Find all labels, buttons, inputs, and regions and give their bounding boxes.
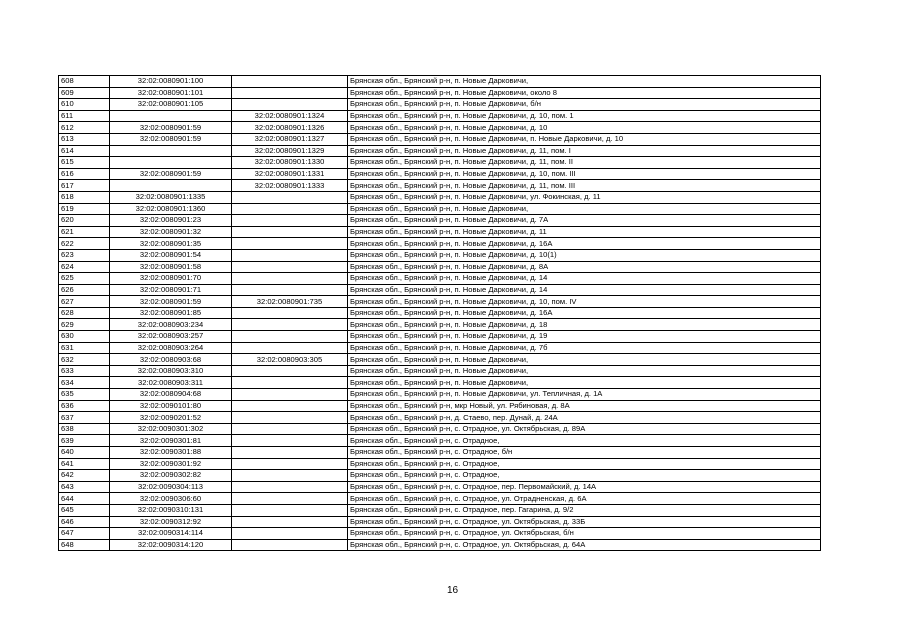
related-cadastral-number-cell: [232, 249, 348, 261]
table-row: [59, 435, 821, 447]
cadastral-number-cell: 32:02:0080901:35: [110, 238, 232, 250]
address-cell: Брянская обл., Брянский р-н, п. Новые Дарковичи, д. 16А: [348, 307, 821, 319]
row-number-cell: 609: [59, 87, 110, 99]
row-number-cell: 622: [59, 238, 110, 250]
table-row: [59, 319, 821, 331]
table-row: [59, 76, 821, 88]
address-cell: Брянская обл., Брянский р-н, п. Новые Дарковичи, ул. Тепличная, д. 1А: [348, 389, 821, 401]
cadastral-number-cell: 32:02:0090201:52: [110, 412, 232, 424]
table-row: [59, 412, 821, 424]
row-number-cell: 633: [59, 365, 110, 377]
table-row: [59, 87, 821, 99]
related-cadastral-number-cell: 32:02:0080901:1324: [232, 110, 348, 122]
table-row: [59, 504, 821, 516]
related-cadastral-number-cell: 32:02:0080901:735: [232, 296, 348, 308]
cadastral-number-cell: 32:02:0090101:80: [110, 400, 232, 412]
related-cadastral-number-cell: [232, 447, 348, 459]
row-number-cell: 629: [59, 319, 110, 331]
cadastral-number-cell: [110, 157, 232, 169]
address-cell: Брянская обл., Брянский р-н, п. Новые Дарковичи, д. 7б: [348, 342, 821, 354]
page-number: 16: [446, 585, 459, 596]
related-cadastral-number-cell: [232, 365, 348, 377]
address-cell: Брянская обл., Брянский р-н, п. Новые Дарковичи, д. 10: [348, 122, 821, 134]
address-cell: Брянская обл., Брянский р-н, с. Отрадное,: [348, 435, 821, 447]
cadastral-number-cell: 32:02:0080901:71: [110, 284, 232, 296]
address-cell: Брянская обл., Брянский р-н, с. Отрадное, б/н: [348, 447, 821, 459]
row-number-cell: 630: [59, 331, 110, 343]
registry-table: [58, 75, 821, 551]
related-cadastral-number-cell: [232, 238, 348, 250]
table-row: [59, 296, 821, 308]
row-number-cell: 641: [59, 458, 110, 470]
address-cell: Брянская обл., Брянский р-н, с. Отрадное,: [348, 470, 821, 482]
cadastral-number-cell: 32:02:0090301:81: [110, 435, 232, 447]
related-cadastral-number-cell: [232, 284, 348, 296]
row-number-cell: 646: [59, 516, 110, 528]
row-number-cell: 610: [59, 99, 110, 111]
table-row: [59, 493, 821, 505]
related-cadastral-number-cell: [232, 493, 348, 505]
cadastral-number-cell: [110, 180, 232, 192]
table-row: [59, 447, 821, 459]
row-number-cell: 623: [59, 249, 110, 261]
cadastral-number-cell: 32:02:0080901:23: [110, 215, 232, 227]
row-number-cell: 632: [59, 354, 110, 366]
cadastral-number-cell: 32:02:0080901:58: [110, 261, 232, 273]
address-cell: Брянская обл., Брянский р-н, с. Отрадное, ул. Октябрьская, б/н: [348, 528, 821, 540]
row-number-cell: 619: [59, 203, 110, 215]
cadastral-number-cell: 32:02:0090314:120: [110, 539, 232, 551]
table-row: [59, 249, 821, 261]
table-row: [59, 180, 821, 192]
table-row: [59, 261, 821, 273]
table-row: [59, 342, 821, 354]
cadastral-number-cell: [110, 145, 232, 157]
cadastral-number-cell: 32:02:0080901:54: [110, 249, 232, 261]
row-number-cell: 626: [59, 284, 110, 296]
cadastral-number-cell: 32:02:0090314:114: [110, 528, 232, 540]
row-number-cell: 643: [59, 481, 110, 493]
address-cell: Брянская обл., Брянский р-н, п. Новые Дарковичи, д. 11: [348, 226, 821, 238]
table-row: [59, 377, 821, 389]
table-row: [59, 331, 821, 343]
table-row: [59, 145, 821, 157]
row-number-cell: 608: [59, 76, 110, 88]
related-cadastral-number-cell: [232, 539, 348, 551]
row-number-cell: 638: [59, 423, 110, 435]
row-number-cell: 620: [59, 215, 110, 227]
row-number-cell: 642: [59, 470, 110, 482]
table-row: [59, 122, 821, 134]
table-row: [59, 365, 821, 377]
address-cell: Брянская обл., Брянский р-н, с. Отрадное, ул. Октябрьская, д. 89А: [348, 423, 821, 435]
cadastral-number-cell: 32:02:0090302:82: [110, 470, 232, 482]
related-cadastral-number-cell: [232, 203, 348, 215]
cadastral-number-cell: 32:02:0080903:257: [110, 331, 232, 343]
address-cell: Брянская обл., Брянский р-н, с. Отрадное, пер. Первомайский, д. 14А: [348, 481, 821, 493]
row-number-cell: 645: [59, 504, 110, 516]
address-cell: Брянская обл., Брянский р-н, п. Новые Дарковичи,: [348, 203, 821, 215]
cadastral-number-cell: 32:02:0090301:92: [110, 458, 232, 470]
table-row: [59, 99, 821, 111]
address-cell: Брянская обл., Брянский р-н, п. Новые Дарковичи, б/н: [348, 99, 821, 111]
table-row: [59, 168, 821, 180]
table-row: [59, 191, 821, 203]
related-cadastral-number-cell: [232, 307, 348, 319]
row-number-cell: 628: [59, 307, 110, 319]
row-number-cell: 637: [59, 412, 110, 424]
cadastral-number-cell: 32:02:0080901:70: [110, 273, 232, 285]
table-row: [59, 423, 821, 435]
related-cadastral-number-cell: 32:02:0080901:1327: [232, 133, 348, 145]
related-cadastral-number-cell: [232, 458, 348, 470]
address-cell: Брянская обл., Брянский р-н, п. Новые Дарковичи, д. 10, пом. III: [348, 168, 821, 180]
address-cell: Брянская обл., Брянский р-н, п. Новые Дарковичи,: [348, 76, 821, 88]
address-cell: Брянская обл., Брянский р-н, с. Отрадное, пер. Гагарина, д. 9/2: [348, 504, 821, 516]
related-cadastral-number-cell: [232, 331, 348, 343]
address-cell: Брянская обл., Брянский р-н, д. Стаево, пер. Дунай, д. 24А: [348, 412, 821, 424]
related-cadastral-number-cell: [232, 435, 348, 447]
related-cadastral-number-cell: [232, 342, 348, 354]
table-row: [59, 458, 821, 470]
related-cadastral-number-cell: [232, 389, 348, 401]
row-number-cell: 639: [59, 435, 110, 447]
related-cadastral-number-cell: 32:02:0080901:1331: [232, 168, 348, 180]
cadastral-number-cell: 32:02:0080901:59: [110, 296, 232, 308]
cadastral-number-cell: 32:02:0080901:1360: [110, 203, 232, 215]
related-cadastral-number-cell: [232, 273, 348, 285]
address-cell: Брянская обл., Брянский р-н, п. Новые Дарковичи,: [348, 354, 821, 366]
related-cadastral-number-cell: 32:02:0080901:1333: [232, 180, 348, 192]
cadastral-number-cell: 32:02:0080901:105: [110, 99, 232, 111]
address-cell: Брянская обл., Брянский р-н, п. Новые Дарковичи, д. 10, пом. IV: [348, 296, 821, 308]
address-cell: Брянская обл., Брянский р-н, п. Новые Дарковичи, д. 10, пом. 1: [348, 110, 821, 122]
table-row: [59, 307, 821, 319]
row-number-cell: 627: [59, 296, 110, 308]
address-cell: Брянская обл., Брянский р-н, п. Новые Дарковичи, ул. Фокинская, д. 11: [348, 191, 821, 203]
cadastral-number-cell: 32:02:0080904:68: [110, 389, 232, 401]
row-number-cell: 647: [59, 528, 110, 540]
row-number-cell: 612: [59, 122, 110, 134]
table-row: [59, 110, 821, 122]
cadastral-number-cell: 32:02:0080901:1335: [110, 191, 232, 203]
related-cadastral-number-cell: [232, 504, 348, 516]
related-cadastral-number-cell: [232, 76, 348, 88]
cadastral-number-cell: 32:02:0090301:302: [110, 423, 232, 435]
cadastral-number-cell: 32:02:0080903:68: [110, 354, 232, 366]
related-cadastral-number-cell: [232, 412, 348, 424]
row-number-cell: 631: [59, 342, 110, 354]
related-cadastral-number-cell: [232, 215, 348, 227]
related-cadastral-number-cell: [232, 481, 348, 493]
cadastral-number-cell: 32:02:0080901:59: [110, 168, 232, 180]
address-cell: Брянская обл., Брянский р-н, п. Новые Дарковичи, д. 14: [348, 273, 821, 285]
row-number-cell: 621: [59, 226, 110, 238]
address-cell: Брянская обл., Брянский р-н, п. Новые Дарковичи,: [348, 377, 821, 389]
cadastral-number-cell: 32:02:0080901:85: [110, 307, 232, 319]
related-cadastral-number-cell: [232, 516, 348, 528]
related-cadastral-number-cell: [232, 87, 348, 99]
row-number-cell: 635: [59, 389, 110, 401]
table-row: [59, 470, 821, 482]
row-number-cell: 611: [59, 110, 110, 122]
address-cell: Брянская обл., Брянский р-н, п. Новые Дарковичи, д. 11, пом. II: [348, 157, 821, 169]
address-cell: Брянская обл., Брянский р-н, п. Новые Дарковичи, д. 8А: [348, 261, 821, 273]
row-number-cell: 615: [59, 157, 110, 169]
table-row: [59, 203, 821, 215]
table-row: [59, 516, 821, 528]
cadastral-number-cell: 32:02:0080903:234: [110, 319, 232, 331]
row-number-cell: 640: [59, 447, 110, 459]
row-number-cell: 644: [59, 493, 110, 505]
table-row: [59, 157, 821, 169]
address-cell: Брянская обл., Брянский р-н, п. Новые Дарковичи, д. 11, пом. III: [348, 180, 821, 192]
row-number-cell: 624: [59, 261, 110, 273]
table-row: [59, 400, 821, 412]
cadastral-number-cell: 32:02:0080901:101: [110, 87, 232, 99]
table-row: [59, 238, 821, 250]
address-cell: Брянская обл., Брянский р-н, п. Новые Дарковичи, д. 10(1): [348, 249, 821, 261]
address-cell: Брянская обл., Брянский р-н, п. Новые Дарковичи, д. 16А: [348, 238, 821, 250]
row-number-cell: 636: [59, 400, 110, 412]
cadastral-number-cell: 32:02:0080901:59: [110, 122, 232, 134]
address-cell: Брянская обл., Брянский р-н, п. Новые Дарковичи, д. 19: [348, 331, 821, 343]
row-number-cell: 614: [59, 145, 110, 157]
address-cell: Брянская обл., Брянский р-н, мкр Новый, ул. Рябиновая, д. 8А: [348, 400, 821, 412]
registry-table-body: [59, 76, 821, 551]
related-cadastral-number-cell: [232, 99, 348, 111]
address-cell: Брянская обл., Брянский р-н, п. Новые Дарковичи, д. 14: [348, 284, 821, 296]
table-row: [59, 528, 821, 540]
cadastral-number-cell: 32:02:0080903:310: [110, 365, 232, 377]
table-row: [59, 284, 821, 296]
related-cadastral-number-cell: [232, 319, 348, 331]
table-row: [59, 226, 821, 238]
address-cell: Брянская обл., Брянский р-н, с. Отрадное, ул. Октябрьская, д. 33Б: [348, 516, 821, 528]
related-cadastral-number-cell: [232, 470, 348, 482]
related-cadastral-number-cell: 32:02:0080901:1330: [232, 157, 348, 169]
row-number-cell: 616: [59, 168, 110, 180]
related-cadastral-number-cell: [232, 377, 348, 389]
row-number-cell: 617: [59, 180, 110, 192]
address-cell: Брянская обл., Брянский р-н, с. Отрадное, ул. Отрадненская, д. 6А: [348, 493, 821, 505]
row-number-cell: 613: [59, 133, 110, 145]
related-cadastral-number-cell: [232, 528, 348, 540]
cadastral-number-cell: 32:02:0080901:100: [110, 76, 232, 88]
cadastral-number-cell: 32:02:0080901:32: [110, 226, 232, 238]
address-cell: Брянская обл., Брянский р-н, п. Новые Дарковичи,: [348, 365, 821, 377]
related-cadastral-number-cell: [232, 400, 348, 412]
row-number-cell: 618: [59, 191, 110, 203]
row-number-cell: 634: [59, 377, 110, 389]
table-row: [59, 389, 821, 401]
cadastral-number-cell: 32:02:0080903:264: [110, 342, 232, 354]
related-cadastral-number-cell: 32:02:0080903:305: [232, 354, 348, 366]
related-cadastral-number-cell: [232, 226, 348, 238]
related-cadastral-number-cell: 32:02:0080901:1326: [232, 122, 348, 134]
address-cell: Брянская обл., Брянский р-н, п. Новые Дарковичи, д. 11, пом. I: [348, 145, 821, 157]
address-cell: Брянская обл., Брянский р-н, п. Новые Дарковичи, п. Новые Дарковичи, д. 10: [348, 133, 821, 145]
cadastral-number-cell: 32:02:0090306:60: [110, 493, 232, 505]
address-cell: Брянская обл., Брянский р-н, п. Новые Дарковичи, д. 18: [348, 319, 821, 331]
related-cadastral-number-cell: [232, 191, 348, 203]
address-cell: Брянская обл., Брянский р-н, с. Отрадное, ул. Октябрьская, д. 64А: [348, 539, 821, 551]
table-row: [59, 273, 821, 285]
cadastral-number-cell: 32:02:0080901:59: [110, 133, 232, 145]
cadastral-number-cell: 32:02:0080903:311: [110, 377, 232, 389]
table-row: [59, 481, 821, 493]
address-cell: Брянская обл., Брянский р-н, п. Новые Дарковичи, около 8: [348, 87, 821, 99]
cadastral-number-cell: 32:02:0090312:92: [110, 516, 232, 528]
related-cadastral-number-cell: [232, 261, 348, 273]
table-row: [59, 215, 821, 227]
cadastral-number-cell: 32:02:0090304:113: [110, 481, 232, 493]
table-row: [59, 539, 821, 551]
table-row: [59, 133, 821, 145]
cadastral-number-cell: 32:02:0090310:131: [110, 504, 232, 516]
row-number-cell: 648: [59, 539, 110, 551]
row-number-cell: 625: [59, 273, 110, 285]
address-cell: Брянская обл., Брянский р-н, с. Отрадное,: [348, 458, 821, 470]
table-row: [59, 354, 821, 366]
related-cadastral-number-cell: [232, 423, 348, 435]
related-cadastral-number-cell: 32:02:0080901:1329: [232, 145, 348, 157]
cadastral-number-cell: 32:02:0090301:88: [110, 447, 232, 459]
address-cell: Брянская обл., Брянский р-н, п. Новые Дарковичи, д. 7А: [348, 215, 821, 227]
cadastral-number-cell: [110, 110, 232, 122]
